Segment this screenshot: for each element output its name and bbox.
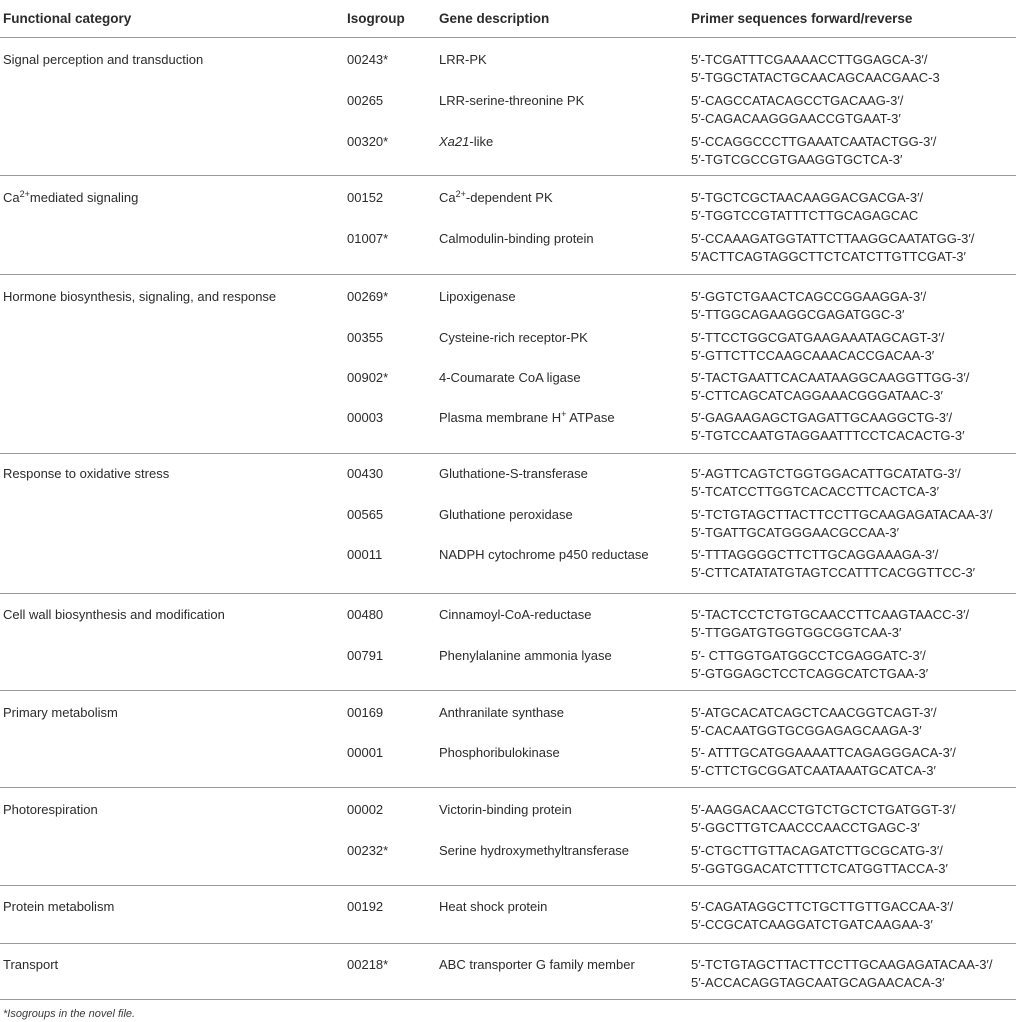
isogroup-cell: 00218* bbox=[347, 957, 389, 972]
gene-cell: Phosphoribulokinase bbox=[439, 745, 560, 760]
primer-reverse: 5′-CTTCATATATGTAGTCCATTTCACGGTTCC-3′ bbox=[691, 565, 976, 580]
category-label: Photorespiration bbox=[3, 802, 98, 817]
isogroup-cell: 01007* bbox=[347, 231, 389, 246]
gene-cell: Plasma membrane H+ ATPase bbox=[439, 409, 615, 425]
primer-forward: 5′-GGTCTGAACTCAGCCGGAAGGA-3′/ bbox=[691, 289, 927, 304]
gene-cell: 4-Coumarate CoA ligase bbox=[439, 370, 581, 385]
isogroup-cell: 00480 bbox=[347, 607, 384, 622]
gene-cell: Cinnamoyl-CoA-reductase bbox=[439, 607, 592, 622]
isogroup-cell: 00791 bbox=[347, 648, 384, 663]
table-group bbox=[0, 944, 1016, 1000]
table-group bbox=[0, 275, 1016, 454]
isogroup-cell: 00002 bbox=[347, 802, 384, 817]
category-label: Cell wall biosynthesis and modification bbox=[3, 607, 225, 622]
isogroup-cell: 00003 bbox=[347, 410, 384, 425]
primer-forward: 5′-CCAGGCCCTTGAAATCAATACTGG-3′/ bbox=[691, 134, 937, 149]
primer-forward: 5′-CAGATAGGCTTCTGCTTGTTGACCAA-3′/ bbox=[691, 899, 954, 914]
isogroup-cell: 00320* bbox=[347, 134, 389, 149]
primer-forward: 5′-TGCTCGCTAACAAGGACGACGA-3′/ bbox=[691, 190, 924, 205]
isogroup-cell: 00902* bbox=[347, 370, 389, 385]
gene-cell: $Ca^{2+}$-dependent PK bbox=[439, 189, 553, 205]
isogroup-cell: 00152 bbox=[347, 190, 384, 205]
isogroup-cell: 00011 bbox=[347, 547, 383, 562]
gene-cell: Gluthatione peroxidase bbox=[439, 507, 573, 522]
primer-forward: 5′-GAGAAGAGCTGAGATTGCAAGGCTG-3′/ bbox=[691, 410, 953, 425]
primer-reverse: 5′-TGGCTATACTGCAACAGCAACGAAC-3 bbox=[691, 70, 940, 85]
primer-reverse: 5′-GGTGGACATCTTTCTCATGGTTACCA-3′ bbox=[691, 861, 948, 876]
primer-forward: 5′-TTCCTGGCGATGAAGAAATAGCAGT-3′/ bbox=[691, 330, 945, 345]
primer-reverse: 5′-CAGACAAGGGAACCGTGAAT-3′ bbox=[691, 111, 901, 126]
primer-forward: 5′-TTTAGGGGCTTCTTGCAGGAAAGA-3′/ bbox=[691, 547, 939, 562]
primer-forward: 5′-CAGCCATACAGCCTGACAAG-3′/ bbox=[691, 93, 904, 108]
gene-cell: Cysteine-rich receptor-PK bbox=[439, 330, 588, 345]
isogroup-cell: 00232* bbox=[347, 843, 389, 858]
primer-reverse: 5′-TGTCCAATGTAGGAATTTCCTCACACTG-3′ bbox=[691, 428, 965, 443]
primer-reverse: 5′-GTGGAGCTCCTCAGGCATCTGAA-3′ bbox=[691, 666, 929, 681]
primer-reverse: 5′-ACCACAGGTAGCAATGCAGAACACA-3′ bbox=[691, 975, 945, 990]
primer-reverse: 5′-TTGGCAGAAGGCGAGATGGC-3′ bbox=[691, 307, 905, 322]
primer-forward: 5′-AGTTCAGTCTGGTGGACATTGCATATG-3′/ bbox=[691, 466, 961, 481]
isogroup-cell: 00430 bbox=[347, 466, 384, 481]
primer-reverse: 5′-TTGGATGTGGTGGCGGTCAA-3′ bbox=[691, 625, 902, 640]
isogroup-cell: 00243* bbox=[347, 52, 389, 67]
primer-forward: 5′-TACTCCTCTGTGCAACCTTCAAGTAACC-3′/ bbox=[691, 607, 970, 622]
gene-cell: Anthranilate synthase bbox=[439, 705, 565, 720]
table-group bbox=[0, 788, 1016, 886]
gene-cell: LRR-PK bbox=[439, 52, 487, 67]
gene-cell: NADPH cytochrome p450 reductase bbox=[439, 547, 649, 562]
isogroup-cell: 00565 bbox=[347, 507, 384, 522]
primer-reverse: 5′-CACAATGGTGCGGAGAGCAAGA-3′ bbox=[691, 723, 922, 738]
primer-reverse: 5′-TCATCCTTGGTCACACCTTCACTCA-3′ bbox=[691, 484, 940, 499]
table-group bbox=[0, 176, 1016, 275]
category-label: Primary metabolism bbox=[3, 705, 118, 720]
isogroup-cell: 00169 bbox=[347, 705, 384, 720]
category-label: Response to oxidative stress bbox=[3, 466, 170, 481]
category-label: Hormone biosynthesis, signaling, and response bbox=[3, 289, 277, 304]
gene-cell: Phenylalanine ammonia lyase bbox=[439, 648, 612, 663]
primer-reverse: 5′-GTTCTTCCAAGCAAACACCGACAA-3′ bbox=[691, 348, 935, 363]
primer-reverse: 5′-CTTCTGCGGATCAATAAATGCATCA-3′ bbox=[691, 763, 936, 778]
primer-reverse: 5′-TGATTGCATGGGAACGCCAA-3′ bbox=[691, 525, 900, 540]
category-label: $Ca^{2+}mediated$ signaling bbox=[3, 189, 139, 205]
table-header bbox=[0, 0, 1016, 38]
primer-reverse: 5′-CCGCATCAAGGATCTGATCAAGAA-3′ bbox=[691, 917, 933, 932]
isogroup-cell: 00269* bbox=[347, 289, 389, 304]
gene-cell: ABC transporter G family member bbox=[439, 957, 635, 972]
primer-forward: 5′-TCTGTAGCTTACTTCCTTGCAAGAGATACAA-3′/ bbox=[691, 507, 993, 522]
isogroup-cell: 00265 bbox=[347, 93, 384, 108]
primer-forward: 5′-ATGCACATCAGCTCAACGGTCAGT-3′/ bbox=[691, 705, 937, 720]
table-group bbox=[0, 38, 1016, 176]
primer-reverse: 5′-GGCTTGTCAACCCAACCTGAGC-3′ bbox=[691, 820, 920, 835]
gene-cell: Heat shock protein bbox=[439, 899, 548, 914]
primer-forward: 5′-CTGCTTGTTACAGATCTTGCGCATG-3′/ bbox=[691, 843, 943, 858]
isogroup-cell: 00192 bbox=[347, 899, 384, 914]
isogroup-cell: 00001 bbox=[347, 745, 384, 760]
isogroup-cell: 00355 bbox=[347, 330, 384, 345]
header-functional-category: Functional category bbox=[3, 11, 132, 26]
gene-cell: Lipoxigenase bbox=[439, 289, 516, 304]
gene-cell: Calmodulin-binding protein bbox=[439, 231, 594, 246]
primer-forward: 5′- CTTGGTGATGGCCTCGAGGATC-3′/ bbox=[691, 648, 926, 663]
category-label: Signal perception and transduction bbox=[3, 52, 204, 67]
header-isogroup: Isogroup bbox=[347, 11, 405, 26]
primer-reverse: 5′-TGTCGCCGTGAAGGTGCTCA-3′ bbox=[691, 152, 903, 167]
primer-forward: 5′-TACTGAATTCACAATAAGGCAAGGTTGG-3′/ bbox=[691, 370, 970, 385]
primer-forward: 5′-TCGATTTCGAAAACCTTGGAGCA-3′/ bbox=[691, 52, 928, 67]
category-label: Transport bbox=[3, 957, 59, 972]
table-group bbox=[0, 594, 1016, 691]
primer-forward: 5′-CCAAAGATGGTATTCTTAAGGCAATATGG-3′/ bbox=[691, 231, 975, 246]
primer-forward: 5′-AAGGACAACCTGTCTGCTCTGATGGT-3′/ bbox=[691, 802, 956, 817]
primer-reverse: 5′ACTTCAGTAGGCTTCTCATCTTGTTCGAT-3′ bbox=[691, 249, 966, 264]
gene-cell: Gluthatione-S-transferase bbox=[439, 466, 588, 481]
gene-cell: LRR-serine-threonine PK bbox=[439, 93, 585, 108]
table-group bbox=[0, 886, 1016, 944]
primer-forward: 5′-TCTGTAGCTTACTTCCTTGCAAGAGATACAA-3′/ bbox=[691, 957, 993, 972]
gene-cell: Victorin-binding protein bbox=[439, 802, 572, 817]
primer-reverse: 5′-TGGTCCGTATTTCTTGCAGAGCAC bbox=[691, 208, 919, 223]
header-gene-description: Gene description bbox=[439, 11, 550, 26]
header-primer-sequences: Primer sequences forward/reverse bbox=[691, 11, 913, 26]
primer-forward: 5′- ATTTGCATGGAAAATTCAGAGGGACA-3′/ bbox=[691, 745, 956, 760]
gene-cell: Xa21-like bbox=[439, 134, 494, 149]
primer-reverse: 5′-CTTCAGCATCAGGAAACGGGATAAC-3′ bbox=[691, 388, 943, 403]
table-group bbox=[0, 454, 1016, 594]
gene-cell: Serine hydroxymethyltransferase bbox=[439, 843, 630, 858]
table-footnote: *Isogroups in the novel file. bbox=[3, 1008, 136, 1020]
category-label: Protein metabolism bbox=[3, 899, 115, 914]
table-group bbox=[0, 691, 1016, 788]
